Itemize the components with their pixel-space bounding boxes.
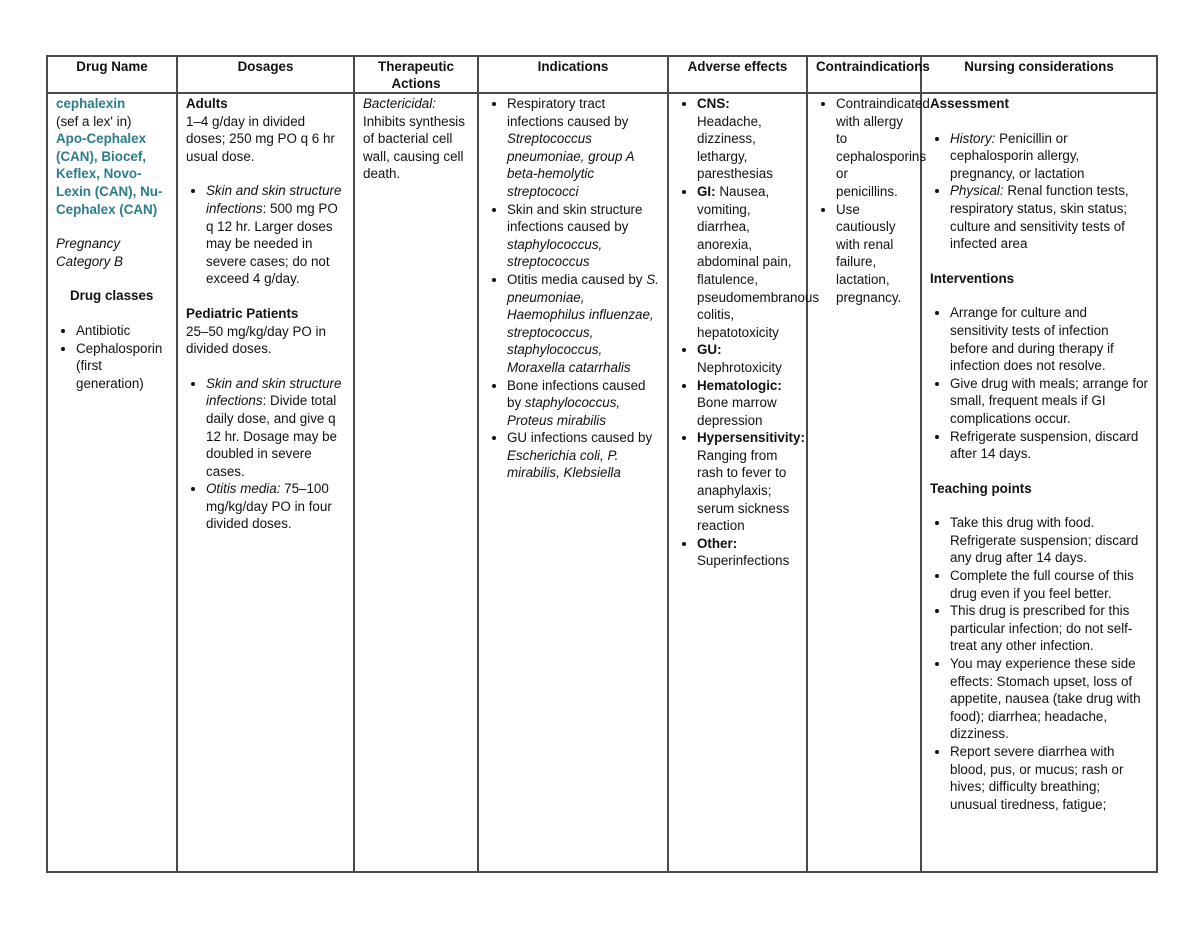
dose-item-text: : Divide total daily dose, and give q 12 hr. Dosage may be doubled in severe cases. <box>206 393 338 479</box>
action-label: Bactericidal: <box>363 96 436 111</box>
indication-text: GU infections caused by <box>507 430 653 446</box>
indication-organism: Escherichia coli, P. mirabilis, Klebsiella <box>507 447 621 481</box>
teaching-point-item: • Report severe diarrhea with blood, pus, or mucus; rash or hives; difficulty breathing; unusual tiredness, fatigue; <box>950 743 1148 813</box>
contraindication-item: • Use cautiously with renal failure, lactation, pregnancy. <box>836 201 912 307</box>
indication-text: Skin and skin structure infections caused by <box>507 201 643 235</box>
dose-item <box>206 480 345 533</box>
intervention-item: • Give drug with meals; arrange for small, frequent meals if GI complications occur. <box>950 375 1148 428</box>
adverse-effect-item <box>697 95 798 183</box>
action-text: Inhibits synthesis of bacterial cell wall, causing cell death. <box>363 113 465 182</box>
adverse-effect-text: Nephrotoxicity <box>697 359 782 375</box>
dose-item-text: 75–100 mg/kg/day PO in four divided doses. <box>206 481 332 532</box>
adverse-effects-cell <box>668 93 820 872</box>
dose-item-label: Otitis media: <box>206 481 281 497</box>
adverse-effect-item <box>697 377 798 430</box>
adverse-effect-label: CNS: <box>697 96 730 111</box>
assessment-item <box>950 130 1148 183</box>
adverse-effect-text: Superinfections <box>697 553 790 569</box>
indication-item <box>507 95 659 201</box>
assessment-text: Renal function tests, respiratory status, skin status; culture and sensitivity tests of infected area <box>950 183 1129 252</box>
indication-item <box>507 377 659 430</box>
header-therapeutic-actions: Therapeutic Actions <box>354 56 478 93</box>
adverse-effect-text: Nausea, vomiting, diarrhea, anorexia, abdominal pain, flatulence, pseudomembranous colitis, hepatotoxicity <box>697 183 820 340</box>
drug-classes-list <box>56 322 168 392</box>
adverse-effect-text: Ranging from rash to fever to anaphylaxis; serum sickness reaction <box>697 447 790 534</box>
teaching-point-item: • Take this drug with food. Refrigerate suspension; discard any drug after 14 days. <box>950 514 1148 567</box>
indication-item <box>507 429 659 482</box>
indication-item <box>507 201 659 271</box>
assessment-item <box>950 182 1148 252</box>
indication-text: Bone infections caused by <box>507 377 646 411</box>
header-dosages: Dosages <box>177 56 354 93</box>
contraindication-item: • Contraindicated with allergy to cephalosporins or penicillins. <box>836 95 912 201</box>
header-nursing-considerations: Nursing considerations <box>921 56 1157 93</box>
therapeutic-actions-cell <box>354 93 478 872</box>
pediatric-title: Pediatric Patients <box>186 305 299 321</box>
pregnancy-category: Pregnancy Category B <box>56 236 123 269</box>
teaching-point-item: • You may experience these side effects: Stomach upset, loss of appetite, nausea (take drug with food); diarrhea; headache, dizziness. <box>950 655 1148 743</box>
pediatric-dose-list <box>186 375 345 533</box>
drug-name-cell <box>47 93 177 872</box>
header-drug-name: Drug Name <box>47 56 177 93</box>
adults-dose: 1–4 g/day in divided doses; 250 mg PO q 6 hr usual dose. <box>186 113 335 164</box>
drug-card-table <box>46 55 1158 873</box>
adverse-effect-text: Bone marrow depression <box>697 395 777 428</box>
interventions-title: Interventions <box>930 270 1015 286</box>
assessment-title: Assessment <box>930 96 1009 111</box>
adverse-effect-item <box>697 535 798 570</box>
drug-name: cephalexin <box>56 96 126 111</box>
indication-text: Respiratory tract infections caused by <box>507 96 629 129</box>
drug-class-item: • Cephalosporin (first generation) <box>76 340 168 393</box>
dosages-cell <box>177 93 354 872</box>
indication-organism: S. pneumoniae, Haemophilus influenzae, streptococcus, staphylococcus, Moraxella catarrhalis <box>507 271 659 375</box>
assessment-label: History: <box>950 130 996 146</box>
interventions-list <box>930 304 1148 462</box>
adults-dose-list <box>186 182 345 288</box>
contraindications-cell <box>807 93 930 872</box>
adverse-effect-label: Other: <box>697 535 738 551</box>
adverse-effects-list <box>677 95 820 570</box>
indication-item <box>507 271 659 377</box>
indications-list <box>487 95 659 482</box>
header-adverse-effects: Adverse effects <box>668 56 807 93</box>
nursing-considerations-cell <box>921 93 1157 872</box>
indication-organism: Streptococcus pneumoniae, group A beta-hemolytic streptococci <box>507 131 635 199</box>
teaching-points-title: Teaching points <box>930 480 1032 496</box>
drug-pronunciation: (sef a lex' in) <box>56 113 132 129</box>
pediatric-dose: 25–50 mg/kg/day PO in divided doses. <box>186 323 326 357</box>
adverse-effect-item <box>697 429 805 535</box>
header-contraindications: Contraindications <box>807 56 921 93</box>
drug-brands: Apo-Cephalex (CAN), Biocef, Keflex, Novo-Lexin (CAN), Nu-Cephalex (CAN) <box>56 131 163 217</box>
indications-cell <box>478 93 668 872</box>
adults-title: Adults <box>186 96 228 111</box>
assessment-list <box>930 130 1148 253</box>
indication-text: Otitis media caused by <box>507 271 647 287</box>
adverse-effect-label: GI: <box>697 183 716 199</box>
drug-classes-title: Drug classes <box>70 288 154 304</box>
content-row <box>47 93 1157 872</box>
adverse-effect-text: Headache, dizziness, lethargy, paresthesias <box>697 113 773 182</box>
contraindications-list <box>816 95 930 306</box>
adverse-effect-label: GU: <box>697 342 722 358</box>
dose-item-label: Skin and skin structure infections <box>206 183 342 216</box>
teaching-point-item: • Complete the full course of this drug even if you feel better. <box>950 567 1148 602</box>
dose-item <box>206 375 345 481</box>
teaching-point-item: • This drug is prescribed for this particular infection; do not self-treat any other infection. <box>950 602 1148 655</box>
dose-item-text: : 500 mg PO q 12 hr. Larger doses may be needed in severe cases; do not exceed 4 g/day. <box>206 200 338 287</box>
dose-item-label: Skin and skin structure infections <box>206 375 342 409</box>
drug-class-item: • Antibiotic <box>76 322 168 340</box>
indication-organism: staphylococcus, Proteus mirabilis <box>507 395 621 428</box>
teaching-points-list <box>930 514 1148 813</box>
assessment-text: Penicillin or cephalosporin allergy, pregnancy, or lactation <box>950 130 1085 181</box>
intervention-item: • Refrigerate suspension, discard after 14 days. <box>950 428 1148 463</box>
adverse-effect-item <box>697 341 798 376</box>
header-indications: Indications <box>478 56 668 93</box>
header-row <box>47 56 1157 93</box>
adverse-effect-label: Hypersensitivity: <box>697 430 805 446</box>
adverse-effect-item <box>697 183 820 341</box>
adverse-effect-label: Hematologic: <box>697 377 782 393</box>
indication-organism: staphylococcus, streptococcus <box>507 236 603 270</box>
dose-item <box>206 182 345 288</box>
intervention-item: • Arrange for culture and sensitivity tests of infection before and during therapy if infection does not resolve. <box>950 304 1148 374</box>
assessment-label: Physical: <box>950 183 1004 199</box>
